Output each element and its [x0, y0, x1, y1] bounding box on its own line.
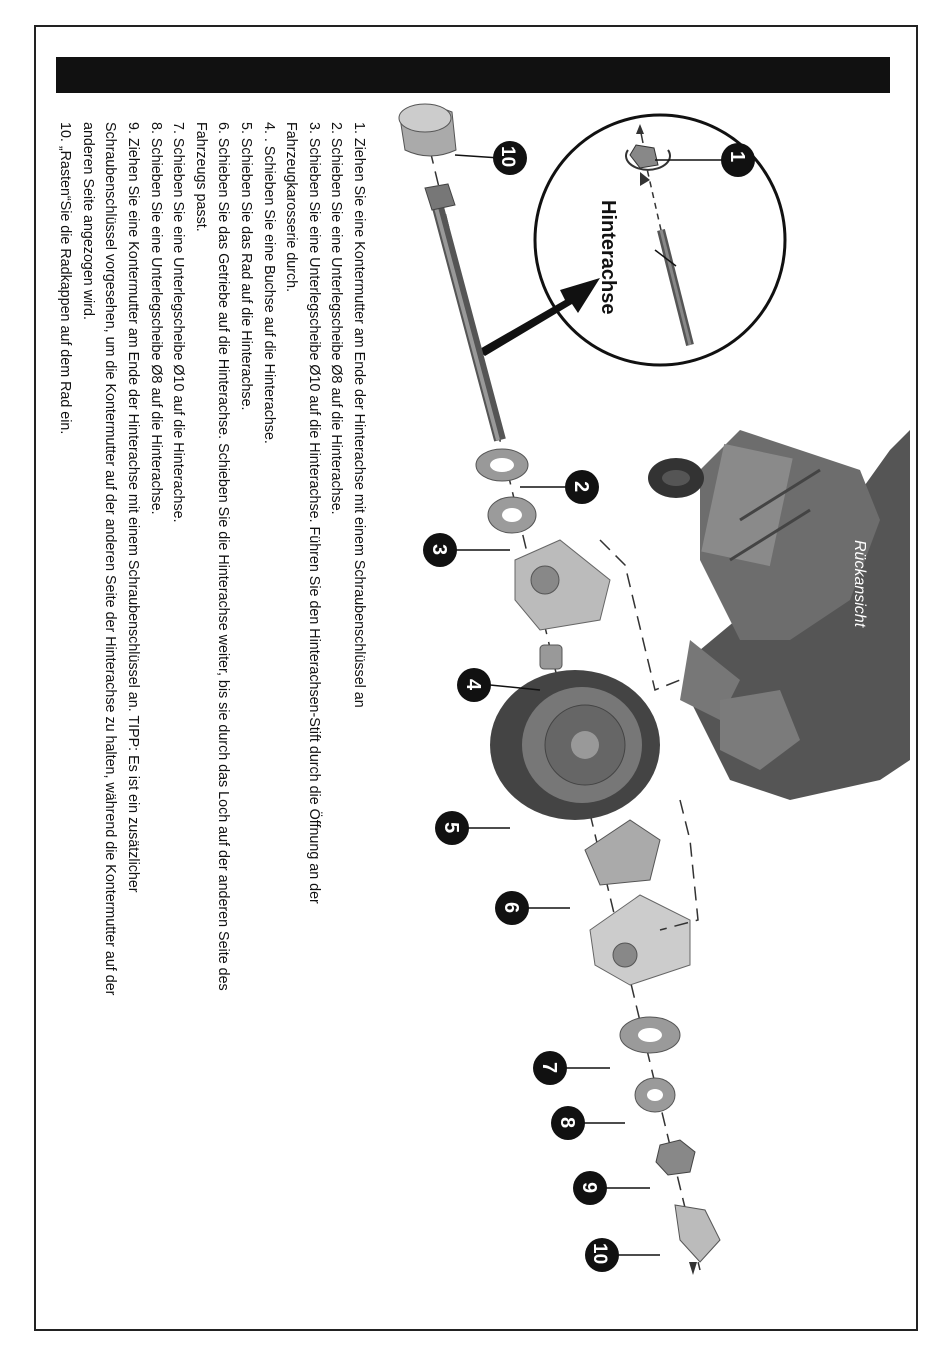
step-3: 3. Schieben Sie eine Unterlegscheibe Ø10 auf die Hinterachse. Führen Sie den Hinterachsen-Stift durch die Öffnung an der: [305, 122, 322, 904]
callout-6: [495, 891, 529, 925]
step-1: 1. Ziehen Sie eine Kontermutter am Ende der Hinterachse mit einem Schraubenschlüssel an: [351, 122, 367, 708]
step-6-cont: Fahrzeugs passt.: [192, 122, 209, 232]
step-7: 7. Schieben Sie eine Unterlegscheibe Ø10 auf die Hinterachse.: [170, 122, 187, 523]
wheel: [490, 670, 660, 820]
svg-text:5: 5: [440, 822, 462, 834]
step-4: 4. . Schieben Sie eine Buchse auf die Hinterachse.: [260, 122, 277, 444]
callout-10-bottom: [585, 1238, 619, 1272]
vehicle-body: [648, 430, 910, 800]
gearbox-right: [590, 895, 690, 985]
gear-cover: [585, 820, 660, 885]
assembly-instructions: [40, 122, 370, 1272]
callout-4: [457, 668, 491, 702]
svg-text:10: 10: [589, 1243, 610, 1265]
svg-text:8: 8: [556, 1117, 578, 1129]
step-9: 9. Ziehen Sie eine Kontermutter am Ende der Hinterachse mit einem Schraubenschlüssel an. TIPP: Es ist ein zusätzlicher: [125, 122, 142, 893]
svg-text:2: 2: [570, 481, 592, 493]
svg-text:1: 1: [726, 151, 748, 163]
svg-text:10: 10: [497, 146, 518, 168]
svg-text:9: 9: [578, 1182, 600, 1194]
callout-5: [435, 811, 469, 845]
rear-axle-rod: [425, 184, 500, 440]
callout-7: [533, 1051, 567, 1085]
hub-cap-bottom: [675, 1205, 720, 1262]
svg-text:3: 3: [428, 544, 450, 556]
step-6: 6. Schieben Sie das Getriebe auf die Hinterachse. Schieben Sie die Hinterachse weiter, bis sie durch das Loch auf der anderen Seite des: [215, 122, 232, 991]
rear-axle-label: Hinterachse: [597, 200, 619, 315]
svg-text:6: 6: [500, 902, 522, 914]
svg-text:4: 4: [462, 679, 484, 691]
gearbox-left: [515, 540, 610, 630]
step-3-cont: Fahrzeugkarosserie durch.: [283, 122, 300, 293]
rear-view-label: Rückansicht: [851, 540, 868, 628]
step-5: 5. Schieben Sie das Rad auf die Hinterachse.: [238, 122, 255, 411]
lock-nut: [656, 1140, 695, 1175]
callout-9: [573, 1171, 607, 1205]
callout-2: [565, 470, 599, 504]
bushing: [540, 645, 562, 669]
callout-8: [551, 1106, 585, 1140]
step-8: 8. Schieben Sie eine Unterlegscheibe Ø8 auf die Hinterachse.: [147, 122, 164, 515]
step-9-cont-2: anderen Seite angezogen wird.: [79, 122, 96, 320]
callout-1: [721, 143, 755, 177]
step-9-cont: Schraubenschlüssel vorgesehen, um die Kontermutter auf der anderen Seite der Hinterachse zu halten, während die Kontermutter auf der: [102, 122, 119, 996]
svg-text:7: 7: [538, 1062, 560, 1074]
step-10: 10. „Rasten“Sie die Radkappen auf dem Rad ein.: [57, 122, 74, 435]
step-2: 2. Schieben Sie eine Unterlegscheibe Ø8 auf die Hinterachse.: [328, 122, 345, 515]
callout-10-top: [493, 141, 527, 175]
hub-cap-top: [399, 104, 456, 156]
callout-3: [423, 533, 457, 567]
